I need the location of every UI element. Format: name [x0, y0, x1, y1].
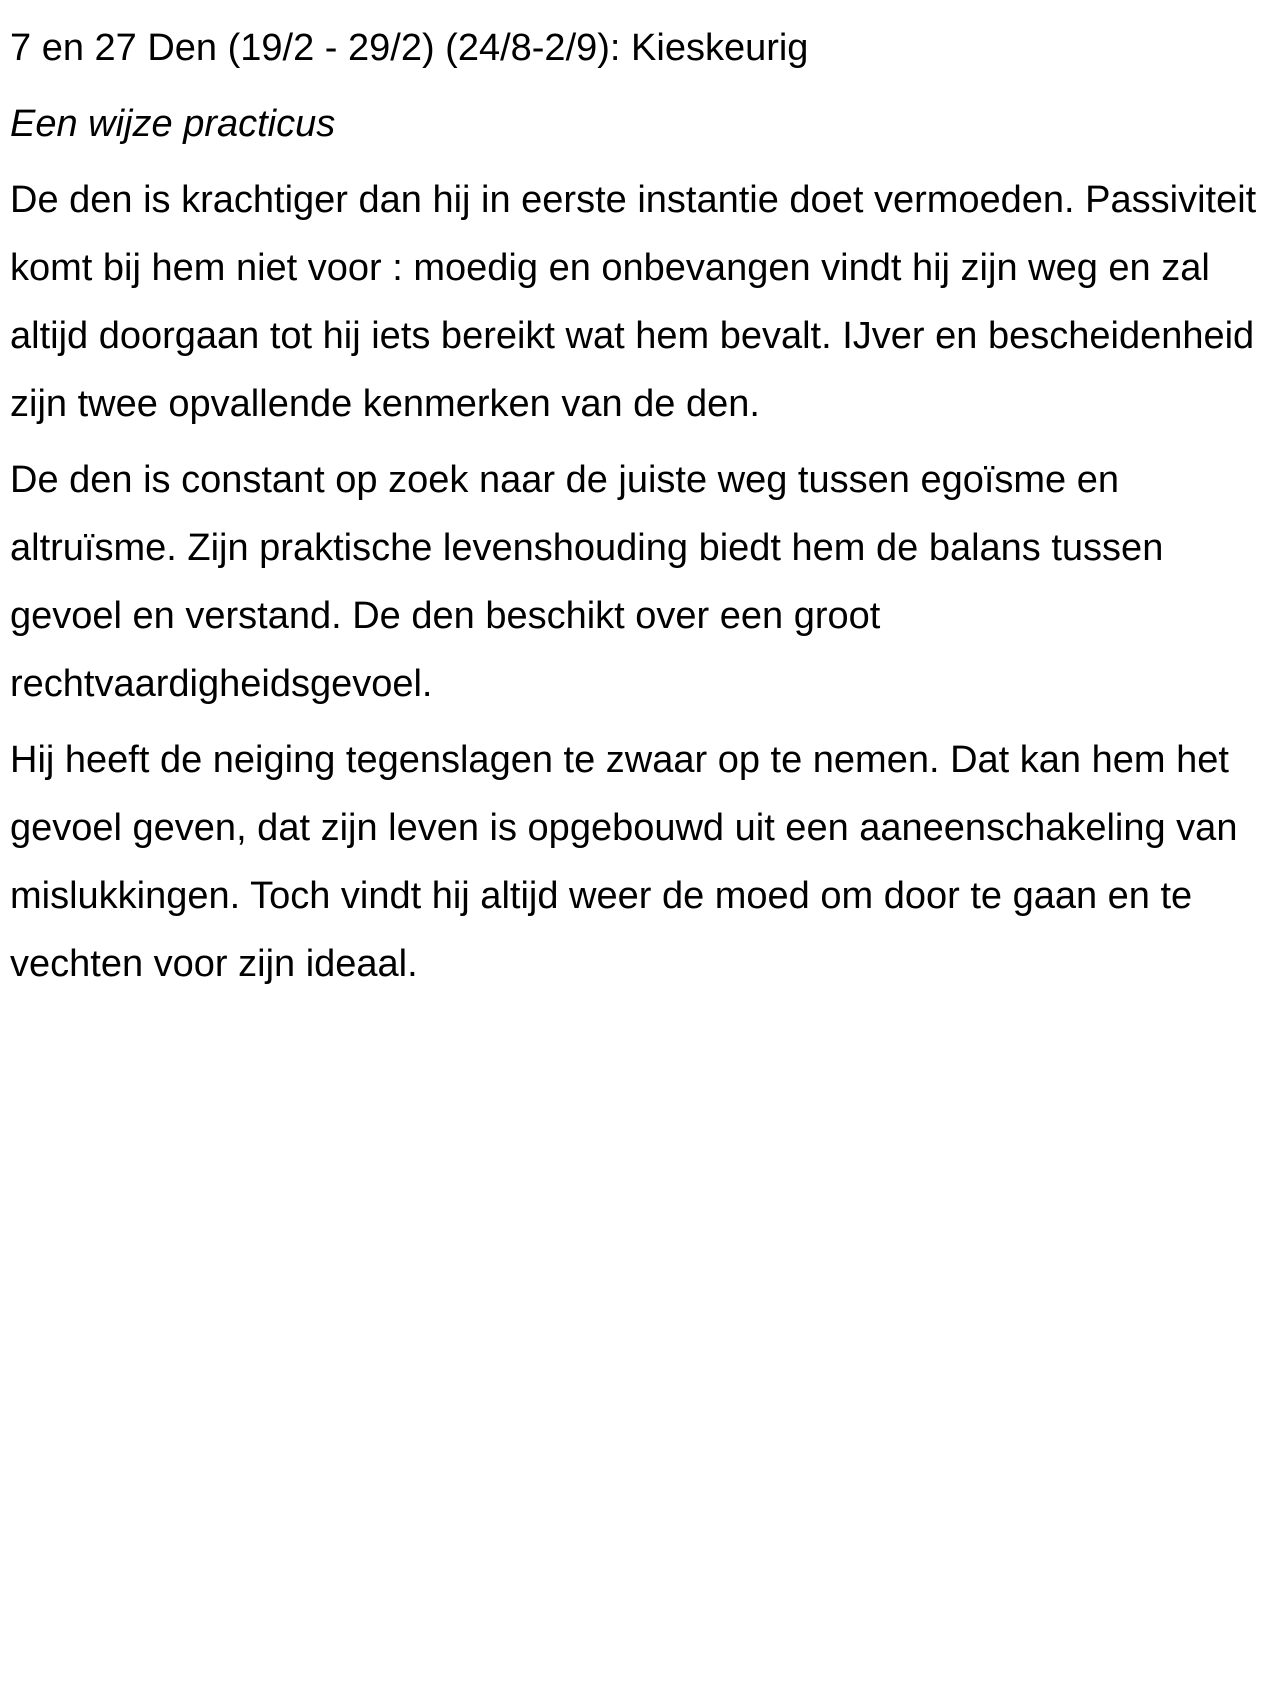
paragraph-1: De den is krachtiger dan hij in eerste instantie doet vermoeden. Passiviteit komt bij hem niet voor : moedig en onbevangen vindt hij zijn weg en zal altijd doorgaan tot hij iets bereikt wat hem bevalt. IJver en bescheidenheid zijn twee opvallende kenmerken van de den. — [10, 179, 1257, 425]
paragraph-3: Hij heeft de neiging tegenslagen te zwaar op te nemen. Dat kan hem het gevoel geven, dat zijn leven is opgebouwd uit een aaneenschakeling van mislukkingen. Toch vindt hij altijd weer de moed om door te gaan en te vechten voor zijn ideaal. — [10, 739, 1238, 985]
document-subtitle: Een wijze practicus — [10, 103, 336, 145]
document-heading: 7 en 27 Den (19/2 - 29/2) (24/8-2/9): Kieskeurig — [10, 27, 809, 69]
paragraph-2: De den is constant op zoek naar de juiste weg tussen egoïsme en altruïsme. Zijn praktische levenshouding biedt hem de balans tussen gevoel en verstand. De den beschikt over een groot rechtvaardigheidsgevoel. — [10, 459, 1164, 705]
